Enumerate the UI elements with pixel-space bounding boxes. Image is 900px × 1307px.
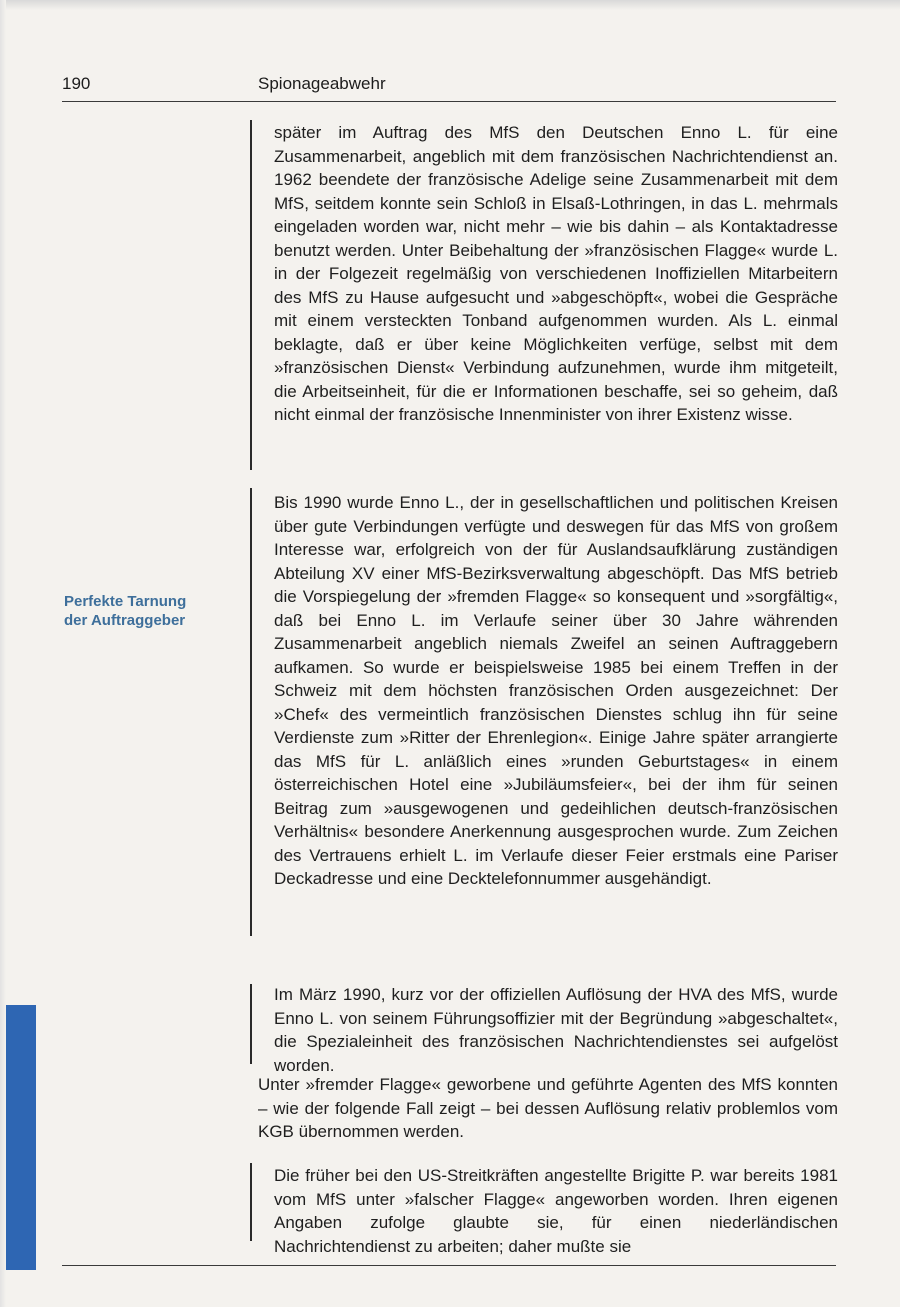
case-marker-bar-1 — [250, 120, 252, 470]
scan-edge-top — [0, 0, 900, 10]
case-marker-bar-4 — [250, 1163, 252, 1241]
paragraph-3-text: Im März 1990, kurz vor der offiziellen Auflösung der HVA des MfS, wurde Enno L. von seinem Führungsoffizier mit der Begründung »abgeschaltet«, die Spezialeinheit des französischen Nachrichtendienstes sei aufgelöst worden. — [274, 985, 838, 1075]
margin-note-line-2: der Auftraggeber — [64, 612, 186, 629]
case-marker-bar-2 — [250, 488, 252, 936]
margin-note-line-1: Perfekte Tarnung — [64, 593, 187, 610]
paragraph-1-text: später im Auftrag des MfS den Deutschen Enno L. für eine Zusammenarbeit, angeblich mit dem französischen Nachrichtendienst an. 1962 beendete der französische Adelige seine Zusammenarbeit mit dem MfS, seitdem konnte sein Schloß in Elsaß-Lothringen, in das L. mehrmals eingeladen worden war, nicht mehr – wie bis dahin – als Kontaktadresse benutzt werden. Unter Beibehaltung der »französischen Flagge« wurde L. in der Folgezeit regelmäßig von verschiedenen Inoffiziellen Mitarbeitern des MfS zu Hause aufgesucht und »abgeschöpft«, wobei die Gespräche mit einem versteckten Tonband aufgenommen wurden. Als L. einmal beklagte, daß er über keine Möglichkeiten verfüge, selbst mit dem »französischen Dienst« Verbindung aufzunehmen, wurde ihm mitgeteilt, die Arbeitseinheit, für die er Informationen beschaffe, sei so geheim, daß nicht einmal der französische Innenminister von ihrer Existenz wisse. — [274, 123, 838, 424]
paragraph-2-text: Bis 1990 wurde Enno L., der in gesellschaftlichen und politischen Kreisen über gute Verbindungen verfügte und deswegen für das MfS von großem Interesse war, erfolgreich von der für Auslandsaufklärung zuständigen Abteilung XV einer MfS-Bezirksverwaltung abgeschöpft. Das MfS betrieb die Vorspiegelung der »fremden Flagge« so konsequent und »sorgfältig«, daß bei Enno L. im Verlaufe seiner über 30 Jahre währenden Zusammenarbeit angeblich niemals Zweifel an seinen Auftraggebern aufkamen. So wurde er beispielsweise 1985 bei einem Treffen in der Schweiz mit dem höchsten französischen Orden ausgezeichnet: Der »Chef« des vermeintlich französischen Dienstes schlug ihn für seine Verdienste zum »Ritter der Ehrenlegion«. Einige Jahre später arrangierte das MfS für L. anläßlich eines »runden Geburtstages« in einem österreichischen Hotel eine »Jubiläumsfeier«, bei der ihm für seinen Beitrag zum »ausgewogenen und gedeihlichen deutsch-französischen Verhältnis« besondere Anerkennung ausgesprochen wurde. Zum Zeichen des Vertrauens erhielt L. im Verlaufe dieser Feier erstmals eine Pariser Deckadresse und eine Decktelefonnummer ausgehändigt. — [274, 493, 838, 888]
case-marker-bar-3 — [250, 984, 252, 1064]
paragraph-4 — [258, 1073, 838, 1144]
paragraph-3 — [274, 983, 838, 1077]
page-header — [62, 74, 838, 104]
paragraph-5-text: Die früher bei den US-Streitkräften angestellte Brigitte P. war bereits 1981 vom MfS unter »falscher Flagge« angeworben worden. Ihren eigenen Angaben zufolge glaubte sie, für einen niederländischen Nachrichtendienst zu arbeiten; daher mußte sie — [274, 1166, 838, 1256]
header-rule — [62, 101, 836, 102]
thumb-index-tab — [6, 1005, 36, 1270]
footer-rule — [62, 1265, 836, 1266]
margin-note — [64, 592, 220, 630]
paragraph-4-text: Unter »fremder Flagge« geworbene und geführte Agenten des MfS konnten – wie der folgende Fall zeigt – bei dessen Auflösung relativ problemlos vom KGB übernommen werden. — [258, 1075, 838, 1141]
paragraph-1 — [274, 121, 838, 427]
paragraph-2 — [274, 491, 838, 891]
running-head: Spionageabwehr — [258, 74, 386, 93]
paragraph-5 — [274, 1164, 838, 1258]
page-number: 190 — [62, 74, 91, 93]
